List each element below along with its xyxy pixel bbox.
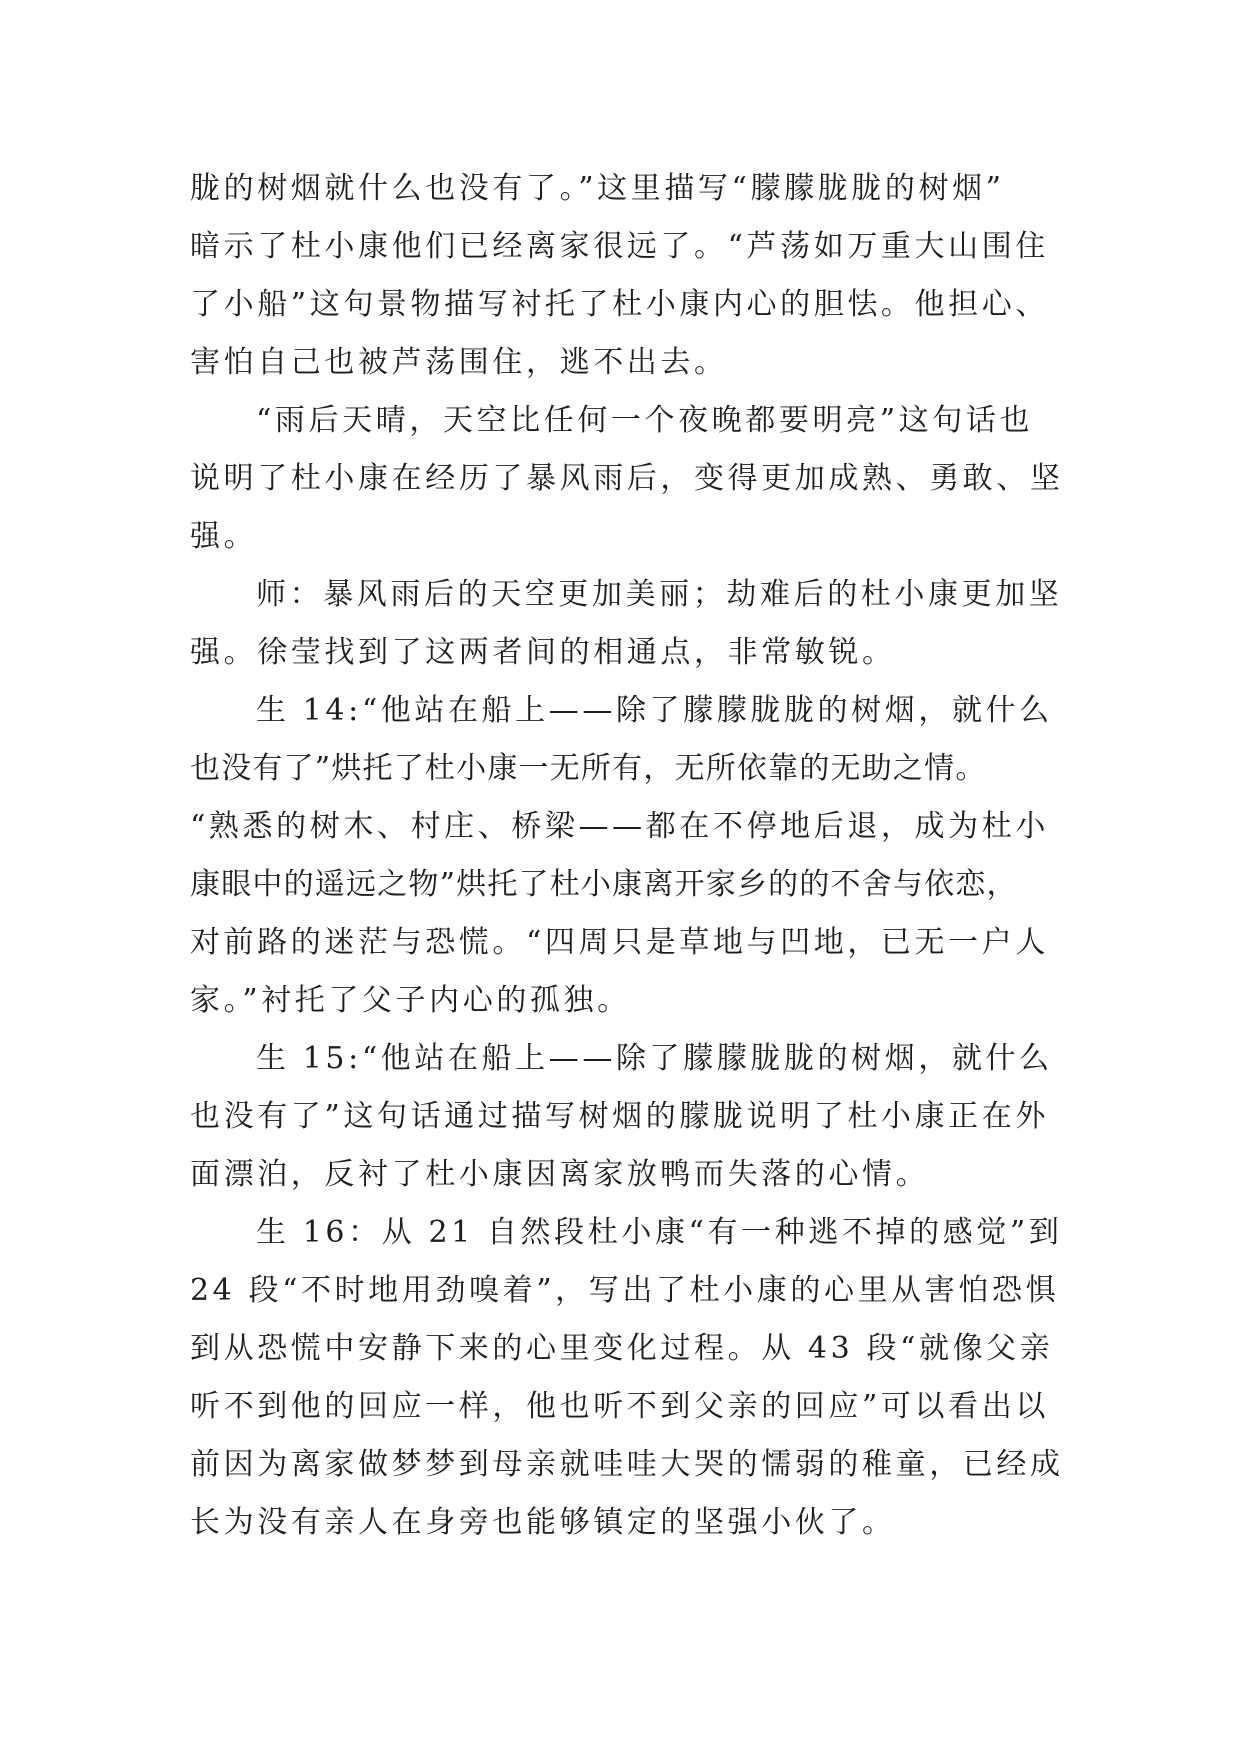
text-line: 暗示了杜小康他们已经离家很远了。“芦荡如万重大山围住 xyxy=(190,229,1049,264)
text-line: 家。”衬托了父子内心的孤独。 xyxy=(190,983,631,1018)
text-line: 到从恐慌中安静下来的心里变化过程。从 43 段“就像父亲 xyxy=(190,1331,1054,1366)
text-line: 也没有了”烘托了杜小康一无所有，无所依靠的无助之情。 xyxy=(190,751,987,786)
text-line: 对前路的迷茫与恐慌。“四周只是草地与凹地，已无一户人 xyxy=(190,925,1049,960)
text-line: 生 15:“他站在船上——除了朦朦胧胧的树烟，就什么 xyxy=(256,1041,1053,1076)
text-line: 强。徐莹找到了这两者间的相通点，非常敏锐。 xyxy=(190,635,896,670)
text-line: 了小船”这句景物描写衬托了杜小康内心的胆怯。他担心、 xyxy=(190,287,1049,322)
text-line: 长为没有亲人在身旁也能够镇定的坚强小伙了。 xyxy=(190,1505,896,1540)
text-line: 24 段“不时地用劲嗅着”，写出了杜小康的心里从害怕恐惧 xyxy=(190,1273,1060,1308)
text-line: 生 16：从 21 自然段杜小康“有一种逃不掉的感觉”到 xyxy=(256,1215,1063,1250)
text-line: 也没有了”这句话通过描写树烟的朦胧说明了杜小康正在外 xyxy=(190,1099,1049,1134)
text-line: 康眼中的遥远之物”烘托了杜小康离开家乡的的不舍与依恋， xyxy=(190,867,1018,902)
text-line: 强。 xyxy=(190,519,258,554)
text-line: 胧的树烟就什么也没有了。”这里描写“朦朦胧胧的树烟” xyxy=(190,171,1005,206)
text-line: 面漂泊，反衬了杜小康因离家放鸭而失落的心情。 xyxy=(190,1157,930,1192)
text-line: 师：暴风雨后的天空更加美丽；劫难后的杜小康更加坚 xyxy=(256,577,1063,612)
text-line: 听不到他的回应一样，他也听不到父亲的回应”可以看出以 xyxy=(190,1389,1049,1424)
document-body xyxy=(190,160,1064,1552)
text-line: 前因为离家做梦梦到母亲就哇哇大哭的懦弱的稚童，已经成 xyxy=(190,1447,1064,1482)
text-line: “雨后天晴，天空比任何一个夜晚都要明亮”这句话也 xyxy=(256,403,1034,438)
text-line: 生 14:“他站在船上——除了朦朦胧胧的树烟，就什么 xyxy=(256,693,1053,728)
text-line: “熟悉的树木、村庄、桥梁——都在不停地后退，成为杜小 xyxy=(190,809,1049,844)
text-line: 说明了杜小康在经历了暴风雨后，变得更加成熟、勇敢、坚 xyxy=(190,461,1064,496)
text-line: 害怕自己也被芦荡围住，逃不出去。 xyxy=(190,345,728,380)
